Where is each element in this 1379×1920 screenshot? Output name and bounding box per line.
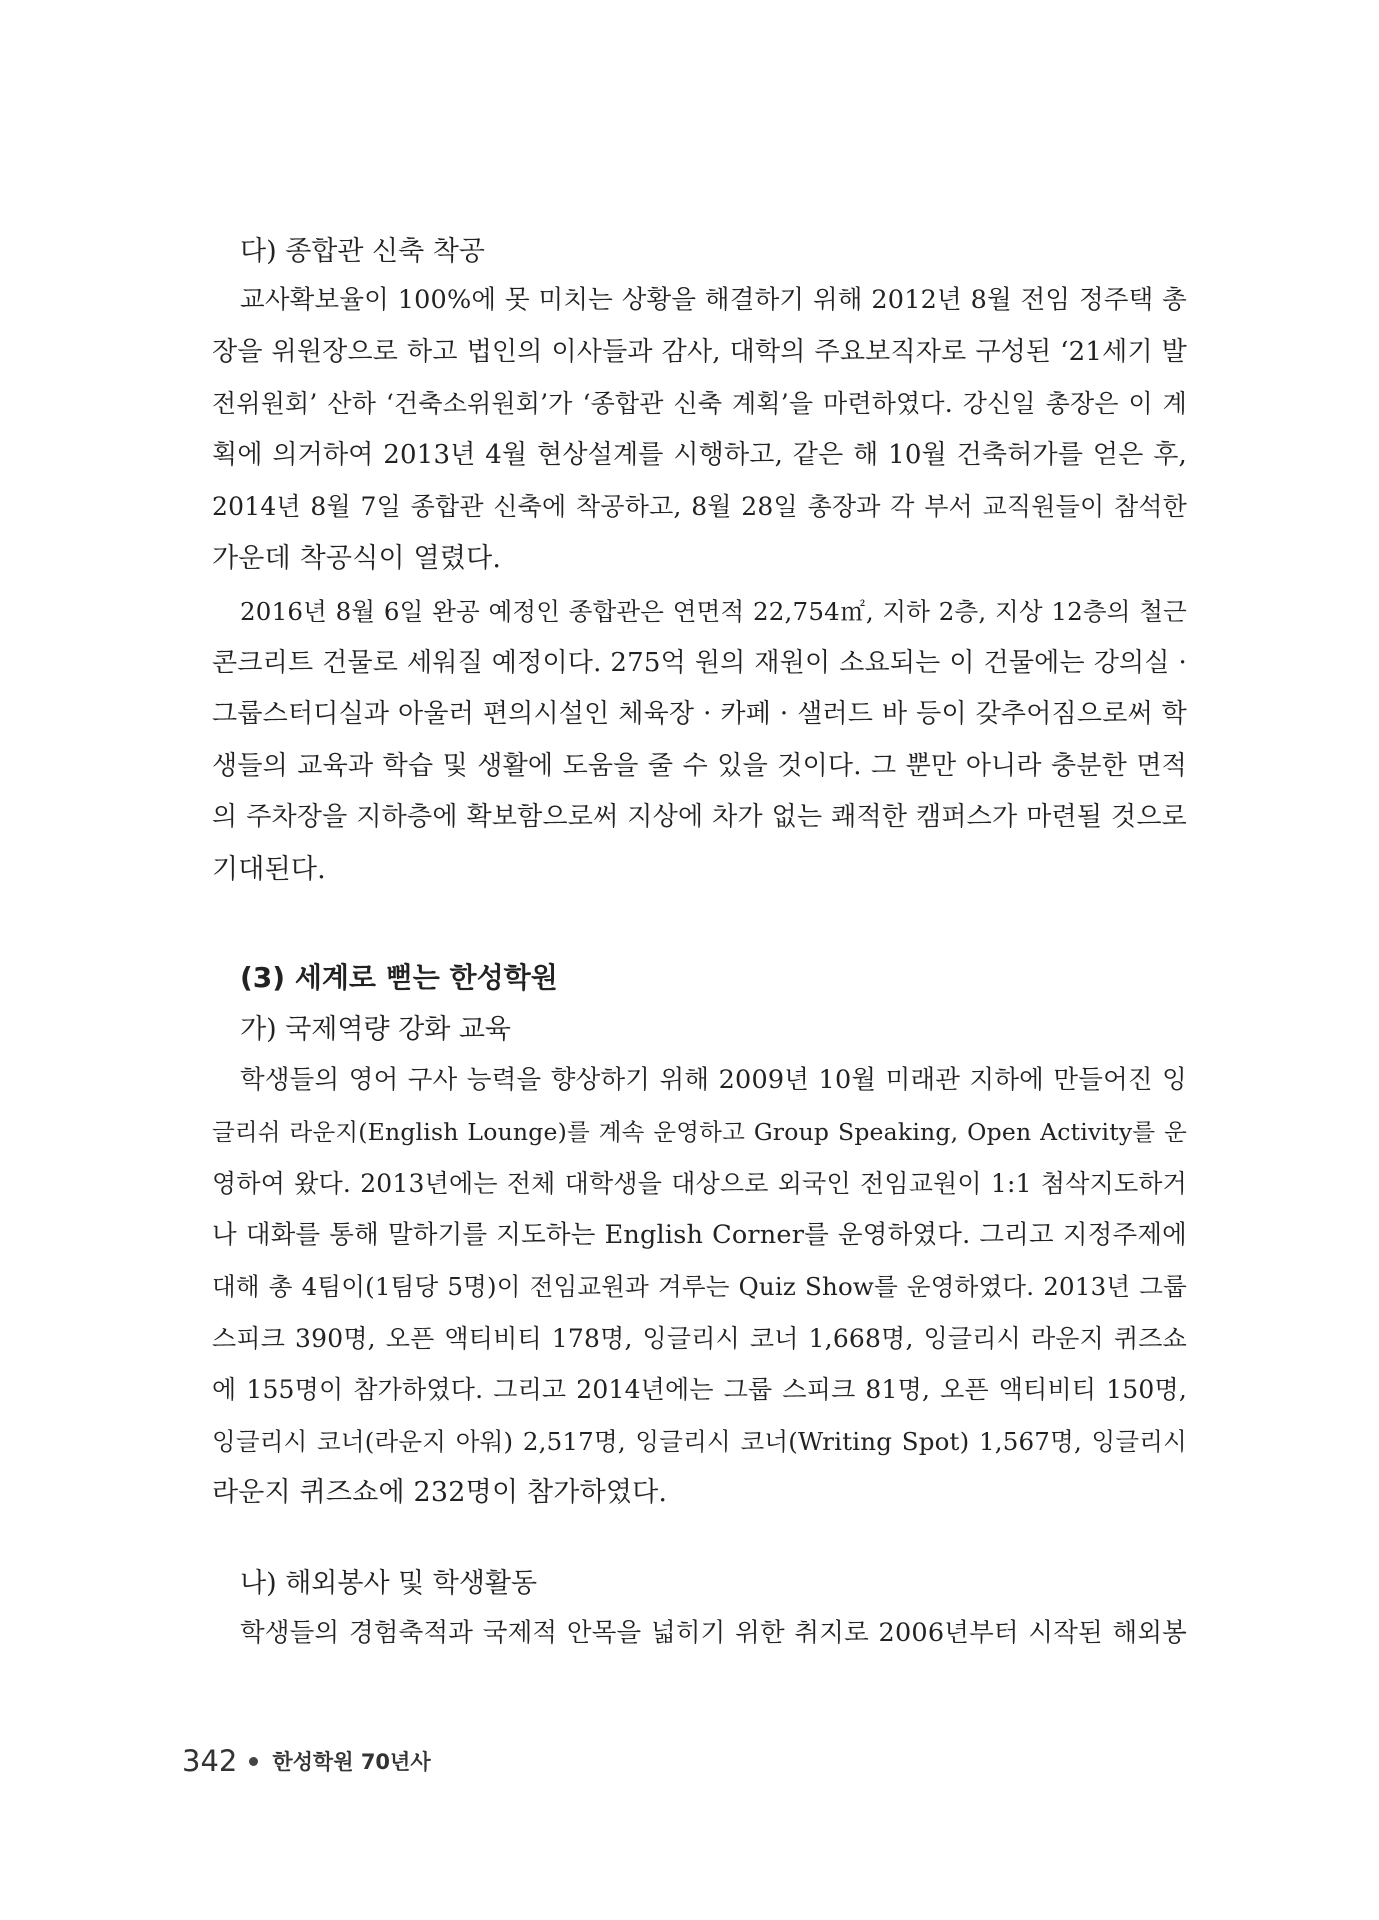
text-line: 학생들의 영어 구사 능력을 향상하기 위해 2009년 10월 미래관 지하에 만들어진 잉 [240, 1065, 1187, 1095]
text-line: 장을 위원장으로 하고 법인의 이사들과 감사, 대학의 주요보직자로 구성된 ‘21세기 발 [212, 336, 1187, 367]
text-line: 글리쉬 라운지(English Lounge)를 계속 운영하고 Group Speaking, Open Activity를 운 [212, 1117, 1187, 1146]
text-line: 콘크리트 건물로 세워질 예정이다. 275억 원의 재원이 소요되는 이 건물에는 강의실 · [212, 647, 1187, 678]
paragraph-overseas [212, 1608, 1187, 1660]
text-line: 전위원회’ 산하 ‘건축소위원회’가 ‘종합관 신축 계획’을 마련하였다. 강신일 총장은 이 계 [212, 389, 1187, 418]
text-line: 가운데 착공식이 열렸다. [212, 542, 502, 574]
text-line: 라운지 퀴즈쇼에 232명이 참가하였다. [212, 1477, 668, 1508]
paragraph-comprehensive-hall-1 [212, 275, 1187, 584]
text-line: 영하여 왔다. 2013년에는 전체 대학생을 대상으로 외국인 전임교원이 1:1 첨삭지도하거 [212, 1169, 1187, 1198]
text-line: 그룹스터디실과 아울러 편의시설인 체육장 · 카페 · 샐러드 바 등이 갖추어짐으로써 학 [212, 699, 1187, 729]
bullet-icon [249, 1757, 258, 1766]
subsection-heading-overseas: 나) 해외봉사 및 학생활동 [240, 1568, 538, 1599]
text-line: 기대된다. [212, 853, 326, 885]
text-line: 2016년 8월 6일 완공 예정인 종합관은 연면적 22,754㎡, 지하 2층, 지상 12층의 철근 [240, 597, 1187, 626]
text-line: 잉글리시 코너(라운지 아워) 2,517명, 잉글리시 코너(Writing Spot) 1,567명, 잉글리시 [212, 1426, 1187, 1456]
paragraph-global-competency [212, 1055, 1187, 1519]
page-footer [182, 1744, 431, 1778]
subsection-heading-global-competency: 가) 국제역량 강화 교육 [240, 1014, 512, 1045]
text-line: 스피크 390명, 오픈 액티비티 178명, 잉글리시 코너 1,668명, 잉글리시 라운지 퀴즈쇼 [212, 1323, 1187, 1353]
text-line: 의 주차장을 지하층에 확보함으로써 지상에 차가 없는 쾌적한 캠퍼스가 마련될 것으로 [212, 802, 1187, 832]
subsection-heading-comprehensive-hall: 다) 종합관 신축 착공 [240, 236, 485, 267]
page-number: 342 [182, 1744, 238, 1778]
text-line: 대해 총 4팀이(1팀당 5명)이 전임교원과 겨루는 Quiz Show를 운영하였다. 2013년 그룹 [212, 1272, 1187, 1301]
text-line: 획에 의거하여 2013년 4월 현상설계를 시행하고, 같은 해 10월 건축허가를 얻은 후, [212, 439, 1187, 470]
text-line: 2014년 8월 7일 종합관 신축에 착공하고, 8월 28일 총장과 각 부서 교직원들이 참석한 [212, 492, 1187, 521]
book-title: 한성학원 70년사 [272, 1750, 431, 1774]
text-line: 나 대화를 통해 말하기를 지도하는 English Corner를 운영하였다. 그리고 지정주제에 [212, 1219, 1187, 1250]
paragraph-comprehensive-hall-2 [212, 586, 1187, 895]
text-line: 교사확보율이 100%에 못 미치는 상황을 해결하기 위해 2012년 8월 전임 정주택 총 [240, 285, 1187, 315]
text-line: 에 155명이 참가하였다. 그리고 2014년에는 그룹 스피크 81명, 오픈 액티비티 150명, [212, 1375, 1187, 1404]
text-line: 생들의 교육과 학습 및 생활에 도움을 줄 수 있을 것이다. 그 뿐만 아니라 충분한 면적 [212, 750, 1187, 781]
section-heading-global: (3) 세계로 뻗는 한성학원 [240, 961, 558, 994]
text-line: 학생들의 경험축적과 국제적 안목을 넓히기 위한 취지로 2006년부터 시작된 해외봉 [240, 1618, 1187, 1648]
